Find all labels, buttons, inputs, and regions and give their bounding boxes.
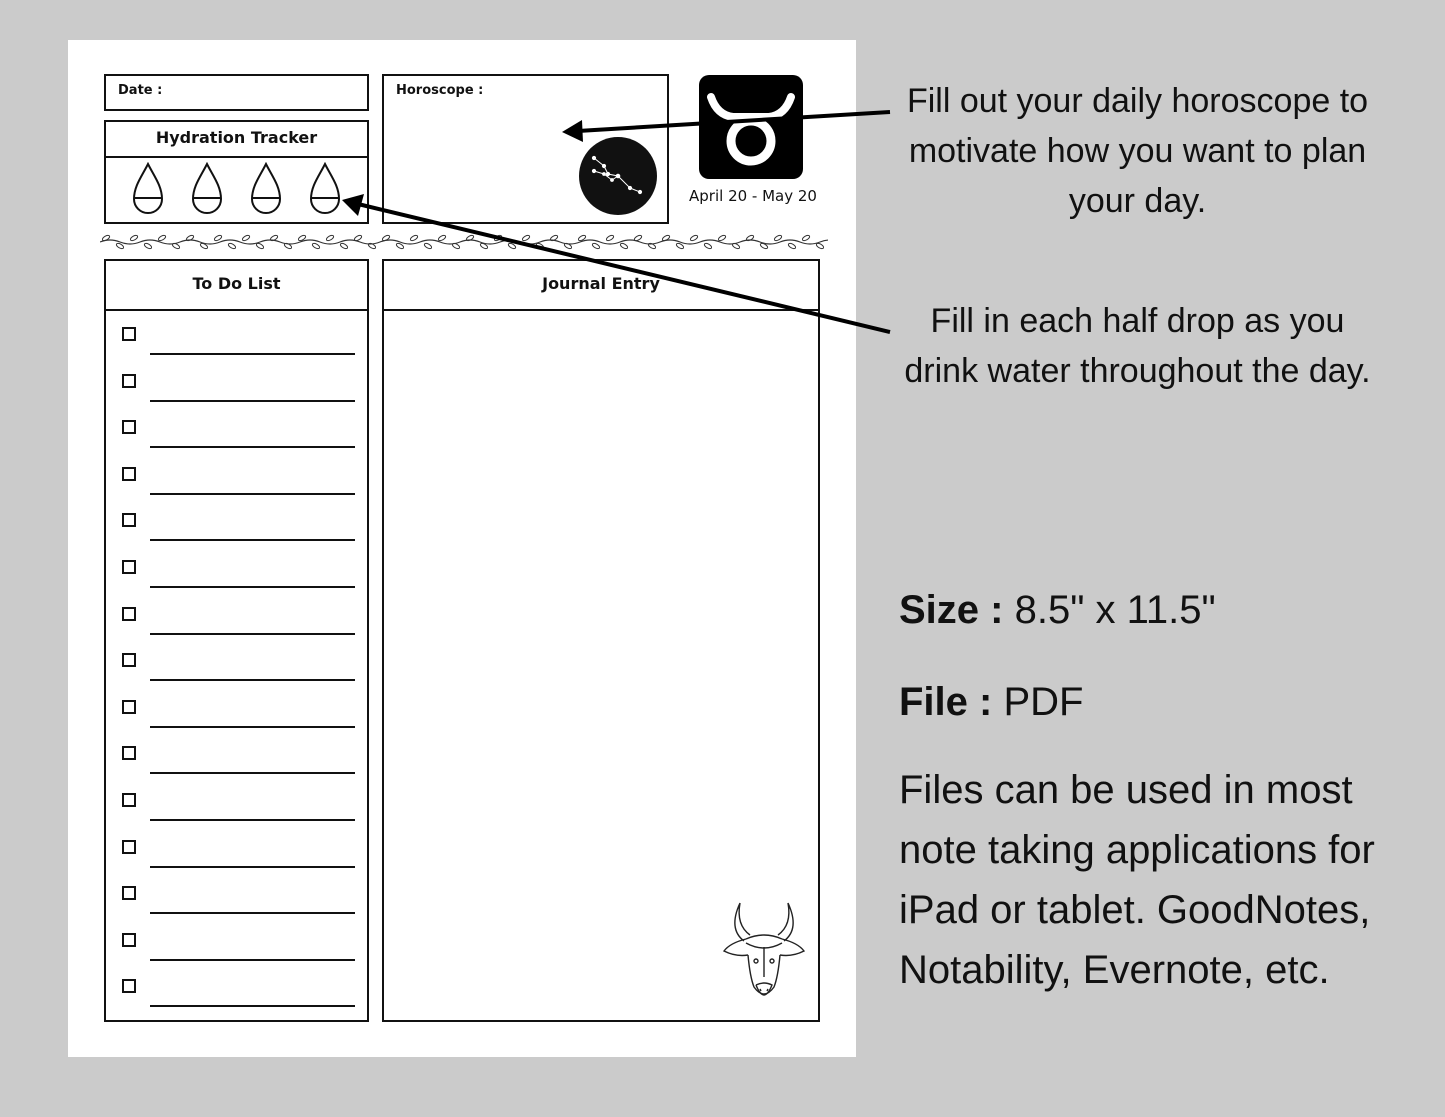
- arrow-icon: [342, 194, 890, 332]
- size-info: [899, 588, 1216, 633]
- date-label: Date :: [118, 83, 163, 98]
- horoscope-note: Fill out your daily horoscope to motivate how you want to plan your day.: [906, 82, 1369, 220]
- sign-dates: April 20 - May 20: [689, 187, 817, 205]
- file-info: [899, 680, 1083, 725]
- todo-title: To Do List: [106, 261, 367, 311]
- hydration-note: Fill in each half drop as you drink water throughout the day.: [904, 302, 1371, 390]
- journal-title: Journal Entry: [384, 261, 818, 311]
- hydration-title: Hydration Tracker: [106, 122, 367, 158]
- description: Files can be used in most note taking applications for iPad or tablet. GoodNotes, Notability, Evernote, etc.: [899, 768, 1375, 992]
- arrow-icon: [562, 112, 890, 142]
- file-value: PDF: [1003, 680, 1084, 724]
- size-value: 8.5" x 11.5": [1014, 588, 1216, 632]
- size-label: Size :: [899, 588, 1004, 632]
- file-label: File :: [899, 680, 993, 724]
- horoscope-label: Horoscope :: [396, 83, 484, 98]
